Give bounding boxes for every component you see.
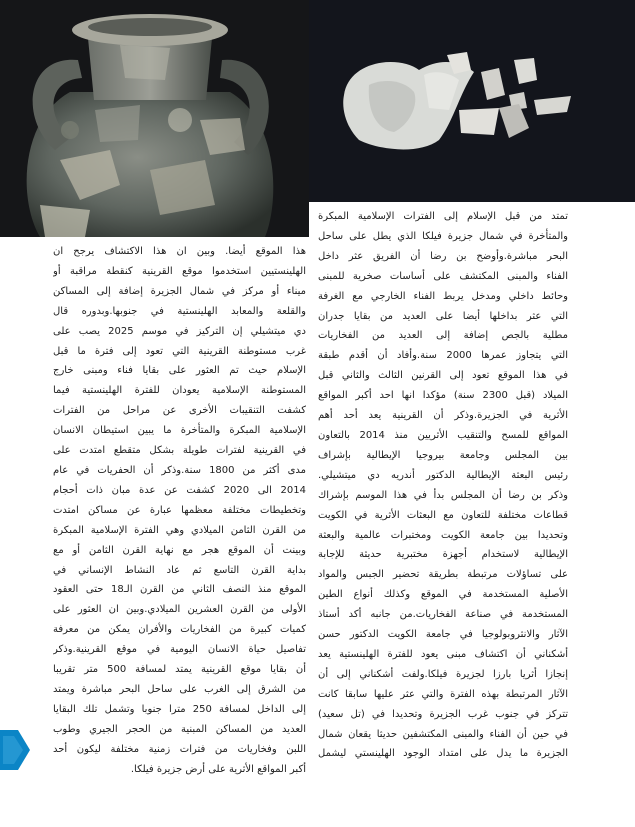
text-line: الأثرية في الجزيرة.وذكر أن القرينية يعد أحد أهم [318, 410, 568, 422]
text-line: وذكر بن رضا أن المجلس بدأ في هذا الموسم بإشراك [318, 489, 568, 501]
text-line: من الشرق إلى الغرب على ساحل البحر مباشرة ويمتد [53, 683, 306, 695]
text-line: اللبن وفخاريات من فترات زمنية مختلفة ليكون أحد [53, 743, 306, 755]
text-line: 2014 الى 2020 كشفت عن عدة مبان ذات أحجام [53, 484, 306, 496]
text-line: إنجازا أثريا بارزا لجزيرة فيلكا.ولفت أشكناني إلى أن [318, 668, 568, 680]
text-line: كميات كبيرة من الفخاريات والأفران يمكن من معرفة [53, 624, 306, 636]
text-line: تفاصيل حياة الانسان اليومية في موقع القرينية.وذكر [53, 644, 306, 656]
text-line: تتركز في جنوب غرب الجزيرة وتحديدا في (تل سعيد) [318, 708, 568, 720]
text-line: إلى الداخل لمسافة 250 مترا جنوبا وتشمل تلك البقايا [53, 703, 306, 715]
text-line: الإسلام حيث تم العثور على بقايا فناء ومبنى خارج [53, 365, 306, 377]
text-line: على تساؤلات مرتبطة بطريقة تحضير الجبس والمواد [318, 569, 568, 581]
amphora-jar-image [0, 0, 309, 237]
ancient-jar-photo [0, 0, 309, 237]
text-line: تمتد من قبل الإسلام إلى الفترات الإسلامية المبكرة [318, 211, 568, 222]
text-line: التي عثر بداخلها أيضا على العديد من بقايا جدران [318, 310, 568, 322]
text-line: الإيطالية لاستخدام أجهزة مختبرية حديثة للإجابة [318, 549, 568, 561]
text-line: وحائط داخلي ومدخل يربط الفناء الخارجي مع الغرفة [318, 290, 568, 302]
text-line: والمتأخرة في شمال جزيرة فيلكا الذي يطل على ساحل [318, 230, 568, 242]
text-line: والقلعة والمعابد الهلينستية في جنوبها.وبدوره قال [53, 305, 306, 317]
text-line: أن بقايا موقع القرينية يمتد لمسافة 500 متر تقريبا [53, 664, 306, 676]
text-line: البحر مباشرة.وأوضح بن رضا أن الفريق عثر داخل [318, 250, 568, 262]
text-line: أكبر المواقع الأثرية على أرض جزيرة فيلكا. [130, 763, 306, 775]
pottery-fragments-photo [309, 0, 635, 202]
article-column-right [318, 207, 568, 764]
text-line: دي ميتشيلي إن التركيز في موسم 2025 يصب على [53, 325, 306, 337]
text-line: الأصلية المستخدمة في الموقع وكذلك أنواع الطين [318, 589, 568, 601]
text-line: الجزيرة ما يدل على امتداد الوجود الهلينستي ليشمل [318, 748, 568, 760]
text-line: هذا الموقع أيضا. وبين ان هذا الاكتشاف يرجح ان [53, 246, 306, 257]
text-line: المستخدمة في صناعة الفخاريات.من جانبه أكد أستاذ [318, 609, 568, 621]
text-line: غرب مستوطنة القرينية التي تعود إلى فترة ما قبل [53, 345, 306, 357]
text-line: رئيس البعثة الإيطالية الدكتور أندريه دي ميتشيلي. [318, 469, 568, 481]
text-line: بين المجلس وجامعة بيروجيا الإيطالية بإشراف [318, 449, 568, 461]
pottery-shards-image [309, 0, 635, 202]
article-column-left [53, 242, 306, 779]
text-line: الهلينستيين استخدموا موقع القرينية كنقطة مراقبة أو [53, 265, 306, 277]
text-line: وبينت أن الموقع هجر مع نهاية القرن الثامن أو مع [53, 544, 306, 556]
text-line: الآثار والانثروبولوجيا في جامعة الكويت الدكتور حسن [318, 629, 568, 641]
page-tab-shape [0, 730, 34, 770]
page-tab-marker [0, 730, 34, 770]
text-line: بداية القرن التاسع ثم عاد النشاط الإنساني في [53, 564, 306, 576]
text-line: في حين أن الفناء والمبنى المكتشفين حديثا يقعان شمال [318, 728, 568, 740]
text-line: مدى أكثر من 1800 سنة.وذكر أن الحفريات في عام [53, 464, 306, 476]
text-line: قطاعات مختلفة للتعاون مع البعثات الأثرية في الكويت [318, 509, 568, 521]
text-line: وتخطيطات مختلفة معظمها عبارة عن مساكن امتدت [53, 504, 306, 516]
text-line: الموقع منذ النصف الثاني من القرن الـ18 حتى العقود [53, 584, 306, 596]
text-line: الميلاد (قبل 2300 سنة) مؤكدا انها احد أكبر المواقع [318, 390, 568, 402]
text-line: الآثار المرتبطة بهذه الفترة والتي عثر عليها سابقا كانت [318, 688, 568, 700]
text-line: وتحديدا بين جامعة الكويت ومختبرات عالمية والبعثة [318, 529, 568, 541]
text-line: التي يتجاوز عمرها 2000 سنة.وأفاد أن أقدم طبقة [318, 350, 568, 362]
text-line: المستوطنة الإسلامية يعودان للفترة الهلينستية فيما [53, 385, 306, 397]
text-line: مطلية بالجص إضافة إلى العديد من الفخاريات [318, 330, 568, 342]
text-line: في القرينية لفترات طويلة بشكل متقطع امتدت على [53, 445, 306, 457]
text-line: من القرن الثامن الميلادي وهي الفترة الإسلامية المبكرة [53, 524, 306, 536]
text-line: الإسلامية المبكرة والمتأخرة ما يبين استيطان الانسان [53, 425, 306, 437]
text-line: ميناء أو مركز في شمال الجزيرة إضافة إلى المساكن [53, 285, 306, 297]
text-line: المواقع للمسح والتنقيب الأثريين منذ 2014 بالتعاون [318, 429, 568, 441]
text-line: العديد من المساكن المبنية من الحجر الجيري وطوب [53, 723, 306, 735]
text-line: في هذا الموقع تعود إلى القرنين الثالث والثاني قبل [318, 370, 568, 382]
text-line: الفناء والمبنى المكتشف على أساسات صخرية للمبنى [318, 270, 568, 282]
text-line: الأولى من القرن العشرين الميلادي.وبين ان العثور على [53, 604, 306, 616]
text-line: كشفت التنقيبات الأخرى عن مراحل من الفترات [53, 405, 306, 417]
text-line: أشكناني أن اكتشاف مبنى يعود للفترة الهلينستية يعد [318, 648, 568, 660]
